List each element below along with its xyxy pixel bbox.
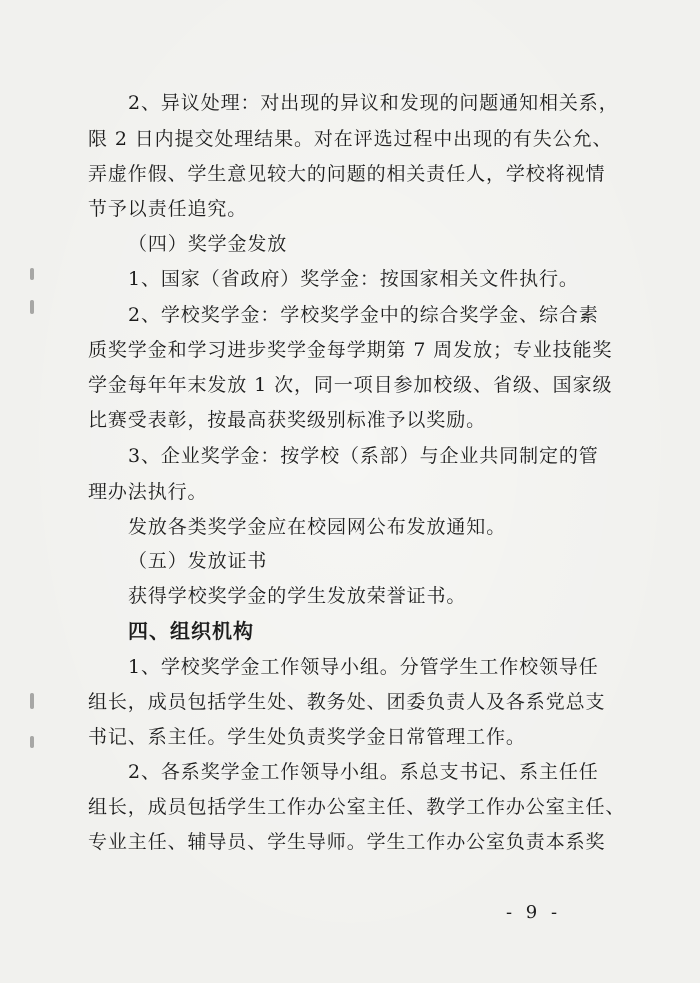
binding-hole-mark [30,736,34,748]
paragraph-line: 3、企业奖学金：按学校（系部）与企业共同制定的管 [128,445,599,467]
binding-hole-mark [30,268,34,280]
paragraph-line: 节予以责任追究。 [88,198,248,220]
binding-hole-mark [30,300,34,314]
paragraph-line: 2、各系奖学金工作领导小组。系总支书记、系主任任 [128,761,599,783]
paragraph-line: 1、国家（省政府）奖学金：按国家相关文件执行。 [128,268,579,290]
paragraph-line: 组长，成员包括学生处、教务处、团委负责人及各系党总支 [88,691,606,713]
section-heading: 四、组织机构 [128,619,254,643]
paragraph-line: 弄虚作假、学生意见较大的问题的相关责任人，学校将视情 [88,163,606,185]
paragraph-line: 发放各类奖学金应在校园网公布发放通知。 [128,516,507,538]
paragraph-line: 理办法执行。 [88,481,208,503]
paragraph-line: 2、异议处理：对出现的异议和发现的问题通知相关系， [128,92,619,114]
paragraph-line: 学金每年年末发放 1 次，同一项目参加校级、省级、国家级 [88,374,613,396]
section-subheading: （四）奖学金发放 [128,233,288,255]
paragraph-line: 专业主任、辅导员、学生导师。学生工作办公室负责本系奖 [88,831,606,853]
paragraph-line: 比赛受表彰，按最高获奖级别标准予以奖励。 [88,409,487,431]
paragraph-line: 获得学校奖学金的学生发放荣誉证书。 [128,585,467,607]
paragraph-line: 限 2 日内提交处理结果。对在评选过程中出现的有失公允、 [88,128,613,150]
paragraph-line: 组长，成员包括学生工作办公室主任、教学工作办公室主任、 [88,796,626,818]
section-subheading: （五）发放证书 [128,550,268,572]
binding-hole-mark [30,693,34,709]
page-number: - 9 - [506,902,562,923]
paragraph-line: 书记、系主任。学生处负责奖学金日常管理工作。 [88,726,526,748]
paragraph-line: 1、学校奖学金工作领导小组。分管学生工作校领导任 [128,656,599,678]
paragraph-line: 质奖学金和学习进步奖学金每学期第 7 周发放；专业技能奖 [88,339,613,361]
paragraph-line: 2、学校奖学金：学校奖学金中的综合奖学金、综合素 [128,304,599,326]
